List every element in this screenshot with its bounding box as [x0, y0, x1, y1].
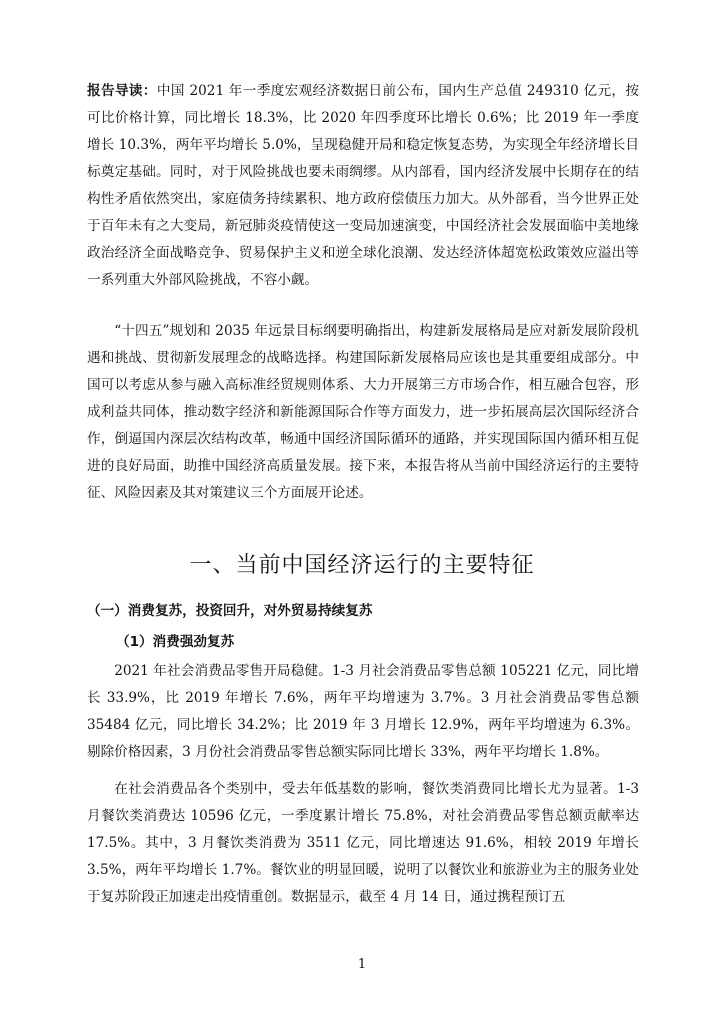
subsection-title: （一）消费复苏，投资回升，对外贸易持续复苏: [87, 603, 373, 619]
intro-paragraph: [87, 78, 639, 294]
paragraph-retail-sales: 2021 年社会消费品零售开局稳健。1-3 月社会消费品零售总额 105221 亿元，同比增长 33.9%，比 2019 年增长 7.6%，两年平均增速为 3.7%。3 月社会消费品零售总额 35484 亿元，同比增长 34.2%；比 2019 年 3 月增长 12.9%，两年平均增速为 6.3%。剔除价格因素，3 月份社会消费品零售总额实际同比增长 33%，两年平均增长 1.8%。: [87, 663, 639, 760]
intro-lead-label: 报告导读：: [87, 83, 157, 99]
subsubsection-title: （1）消费强劲复苏: [116, 634, 235, 650]
page-number: 1: [357, 957, 367, 972]
intro-text: 中国 2021 年一季度宏观经济数据日前公布，国内生产总值 249310 亿元，按可比价格计算，同比增长 18.3%，比 2020 年四季度环比增长 0.6%；比 2019 年一季度增长 10.3%，两年平均增长 5.0%，呈现稳健开局和稳定恢复态势，为实现全年经济增长目标奠定基础。同时，对于风险挑战也要未雨绸缪。从内部看，国内经济发展中长期存在的结构性矛盾依然突出，家庭债务持续累积、地方政府偿债压力加大。从外部看，当今世界正处于百年未有之大变局，新冠肺炎疫情使这一变局加速演变，中国经济社会发展面临中美地缘政治经济全面战略竞争、贸易保护主义和逆全球化浪潮、发达经济体超宽松政策效应溢出等一系列重大外部风险挑战，不容小觑。: [87, 83, 639, 288]
section-title: 一、当前中国经济运行的主要特征: [189, 553, 535, 578]
paragraph-catering: 在社会消费品各个类别中，受去年低基数的影响，餐饮类消费同比增长尤为显著。1-3 月餐饮类消费达 10596 亿元，一季度累计增长 75.8%，对社会消费品零售总额贡献率达 17.5%。其中，3 月餐饮类消费为 3511 亿元，同比增速达 91.6%，相较 2019 年增长 3.5%，两年平均增长 1.7%。餐饮业的明显回暖，说明了以餐饮业和旅游业为主的服务业处于复苏阶段正加速走出疫情重创。数据显示，截至 4 月 14 日，通过携程预订五: [87, 781, 639, 905]
paragraph-outlook: “十四五”规划和 2035 年远景目标纲要明确指出，构建新发展格局是应对新发展阶段机遇和挑战、贯彻新发展理念的战略选择。构建国际新发展格局应该也是其重要组成部分。中国可以考虑从参与融入高标准经贸规则体系、大力开展第三方市场合作，相互融合包容，形成利益共同体，推动数字经济和新能源国际合作等方面发力，进一步拓展高层次国际经济合作，倒逼国内深层次结构改革，畅通中国经济国际循环的通路，并实现国际国内循环相互促进的良好局面，助推中国经济高质量发展。接下来，本报告将从当前中国经济运行的主要特征、风险因素及其对策建议三个方面展开论述。: [87, 323, 639, 501]
